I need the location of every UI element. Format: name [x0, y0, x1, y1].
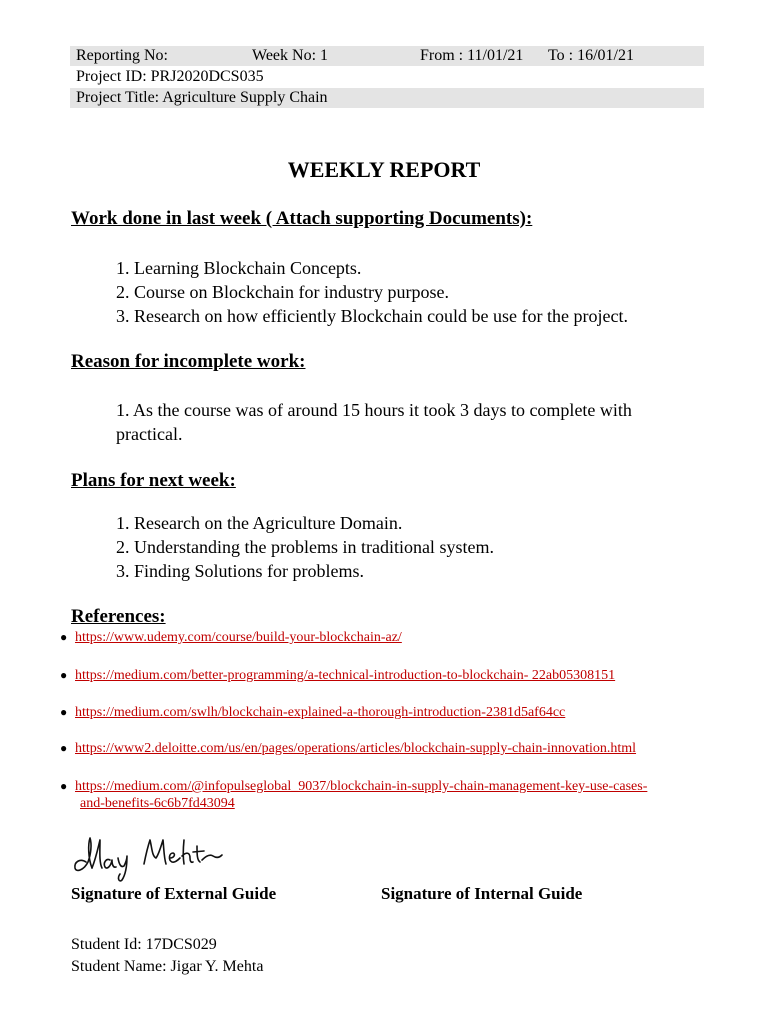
internal-guide-signature-label: Signature of Internal Guide: [381, 884, 583, 903]
external-guide-signature-label: Signature of External Guide: [71, 884, 277, 903]
student-name: Student Name: Jigar Y. Mehta: [71, 958, 264, 975]
student-id: Student Id: 17DCS029: [71, 936, 217, 953]
work-done-item-2: 2. Course on Blockchain for industry purpose.: [116, 282, 449, 302]
header-row-project-id: [70, 67, 704, 87]
bullet-icon: ●: [60, 741, 68, 755]
plans-item-1: 1. Research on the Agriculture Domain.: [116, 513, 403, 533]
week-no: Week No: 1: [252, 47, 329, 64]
handwritten-signature: [66, 828, 226, 884]
reference-link-5-cont[interactable]: and-benefits-6c6b7fd43094: [80, 796, 235, 811]
header-row-reporting: [70, 46, 704, 66]
incomplete-line-2: practical.: [116, 424, 183, 444]
header-row-project-title: [70, 88, 704, 108]
reference-link-3[interactable]: https://medium.com/swlh/blockchain-explained-a-thorough-introduction-2381d5af64cc: [75, 705, 566, 720]
project-id: Project ID: PRJ2020DCS035: [76, 68, 264, 85]
reference-link-1[interactable]: https://www.udemy.com/course/build-your-blockchain-az/: [75, 630, 402, 645]
work-done-heading: Work done in last week ( Attach supporting Documents):: [71, 208, 533, 229]
reference-link-5[interactable]: https://medium.com/@infopulseglobal_9037/blockchain-in-supply-chain-management-key-use-cases-: [75, 779, 648, 794]
incomplete-heading: Reason for incomplete work:: [71, 351, 306, 372]
bullet-icon: ●: [60, 630, 68, 644]
plans-item-2: 2. Understanding the problems in traditional system.: [116, 537, 494, 557]
references-heading: References:: [71, 606, 166, 627]
reference-link-2[interactable]: https://medium.com/better-programming/a-technical-introduction-to-blockchain- 22ab05308151: [75, 668, 616, 683]
work-done-item-3: 3. Research on how efficiently Blockchain could be use for the project.: [116, 306, 628, 326]
plans-item-3: 3. Finding Solutions for problems.: [116, 561, 365, 581]
project-title: Project Title: Agriculture Supply Chain: [76, 89, 328, 106]
bullet-icon: ●: [60, 668, 68, 682]
bullet-icon: ●: [60, 779, 68, 793]
reporting-no: Reporting No:: [76, 47, 168, 64]
incomplete-line-1: 1. As the course was of around 15 hours it took 3 days to complete with: [116, 400, 632, 420]
bullet-icon: ●: [60, 705, 68, 719]
report-title: WEEKLY REPORT: [287, 157, 481, 182]
from-date: From : 11/01/21: [420, 47, 524, 64]
reference-link-4[interactable]: https://www2.deloitte.com/us/en/pages/operations/articles/blockchain-supply-chain-innovation.html: [75, 741, 637, 756]
work-done-item-1: 1. Learning Blockchain Concepts.: [116, 258, 362, 278]
to-date: To : 16/01/21: [548, 47, 634, 64]
plans-heading: Plans for next week:: [71, 470, 236, 491]
